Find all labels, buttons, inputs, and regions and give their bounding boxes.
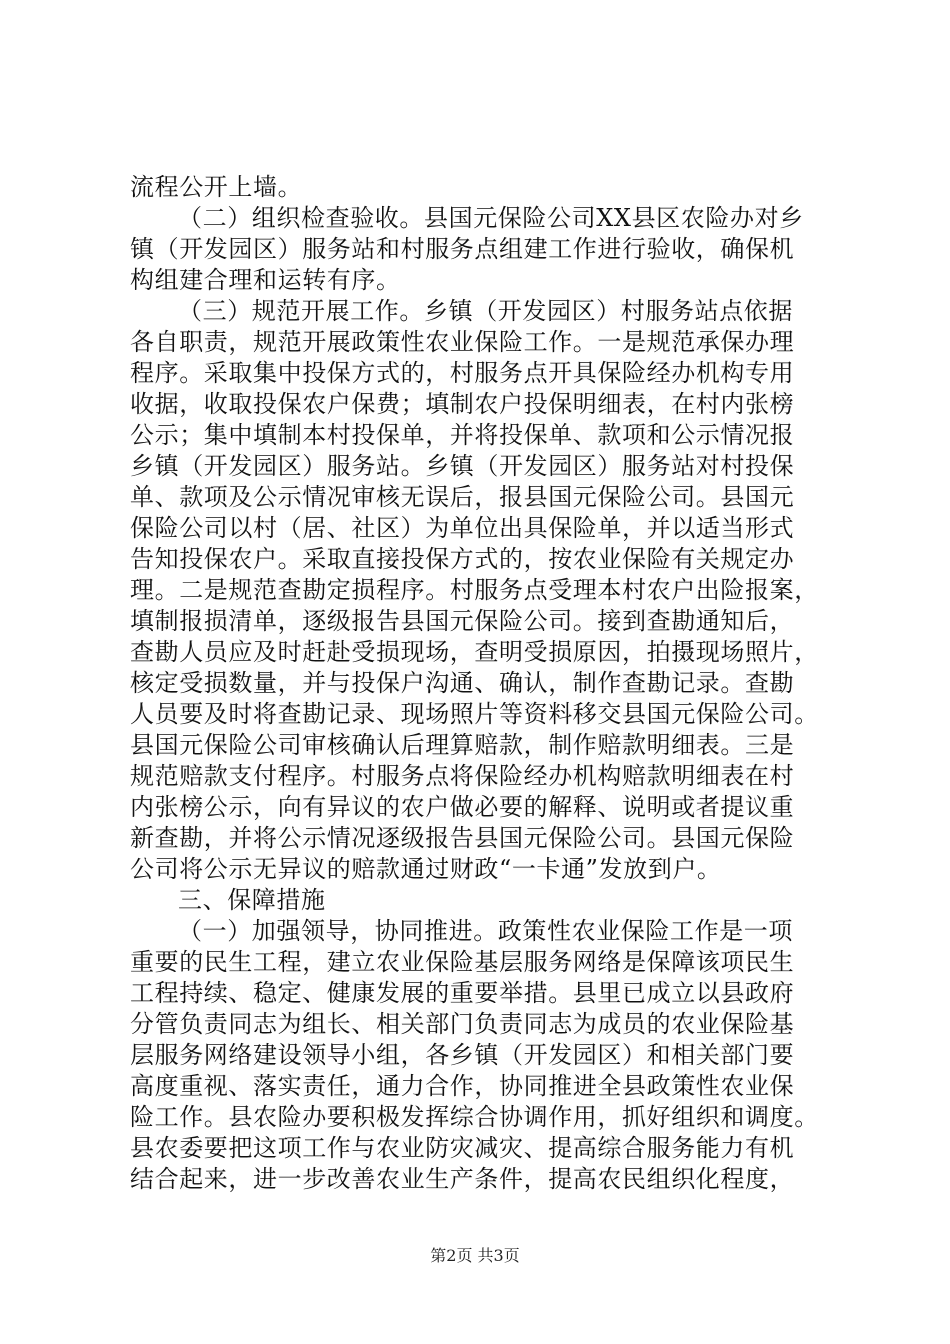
- paragraph-line: 收据，收取投保农户保费；填制农户投保明细表，在村内张榜: [130, 390, 795, 418]
- paragraph-line: 高度重视、落实责任，通力合作，协同推进全县政策性农业保: [130, 1072, 795, 1100]
- paragraph-line: 乡镇（开发园区）服务站。乡镇（开发园区）服务站对村投保: [130, 452, 795, 480]
- paragraph-line: 各自职责，规范开展政策性农业保险工作。一是规范承保办理: [130, 328, 795, 356]
- paragraph-line: 核定受损数量，并与投保户沟通、确认，制作查勘记录。查勘: [130, 669, 795, 697]
- paragraph-line: 保险公司以村（居、社区）为单位出具保险单，并以适当形式: [130, 514, 795, 542]
- paragraph-line: 人员要及时将查勘记录、现场照片等资料移交县国元保险公司。: [130, 700, 819, 728]
- paragraph-line: 险工作。县农险办要积极发挥综合协调作用，抓好组织和调度。: [130, 1103, 819, 1131]
- paragraph-line: 层服务网络建设领导小组，各乡镇（开发园区）和相关部门要: [130, 1041, 795, 1069]
- paragraph-line: 理。二是规范查勘定损程序。村服务点受理本村农户出险报案，: [130, 576, 819, 604]
- paragraph-line: 公示；集中填制本村投保单，并将投保单、款项和公示情况报: [130, 421, 795, 449]
- paragraph-line: 县国元保险公司审核确认后理算赔款，制作赔款明细表。三是: [130, 731, 795, 759]
- paragraph-line: （二）组织检查验收。县国元保险公司XX县区农险办对乡: [178, 204, 804, 232]
- paragraph-line: 重要的民生工程，建立农业保险基层服务网络是保障该项民生: [130, 948, 795, 976]
- paragraph-line: 新查勘，并将公示情况逐级报告县国元保险公司。县国元保险: [130, 824, 795, 852]
- paragraph-line: （一）加强领导，协同推进。政策性农业保险工作是一项: [178, 917, 793, 945]
- page-footer: 第2页 共3页: [430, 1246, 520, 1265]
- paragraph-line: 单、款项及公示情况审核无误后，报县国元保险公司。县国元: [130, 483, 795, 511]
- paragraph-line: 填制报损清单，逐级报告县国元保险公司。接到查勘通知后，: [130, 607, 795, 635]
- paragraph-line: 流程公开上墙。: [130, 173, 303, 201]
- paragraph-line: 公司将公示无异议的赔款通过财政“一卡通”发放到户。: [130, 855, 722, 883]
- section-heading: 三、保障措施: [178, 886, 326, 914]
- paragraph-line: 构组建合理和运转有序。: [130, 266, 401, 294]
- paragraph-line: 工程持续、稳定、健康发展的重要举措。县里已成立以县政府: [130, 979, 795, 1007]
- paragraph-line: 镇（开发园区）服务站和村服务点组建工作进行验收，确保机: [130, 235, 795, 263]
- paragraph-line: （三）规范开展工作。乡镇（开发园区）村服务站点依据: [178, 297, 793, 325]
- paragraph-line: 分管负责同志为组长、相关部门负责同志为成员的农业保险基: [130, 1010, 795, 1038]
- paragraph-line: 告知投保农户。采取直接投保方式的，按农业保险有关规定办: [130, 545, 795, 573]
- paragraph-line: 内张榜公示，向有异议的农户做必要的解释、说明或者提议重: [130, 793, 795, 821]
- paragraph-line: 规范赔款支付程序。村服务点将保险经办机构赔款明细表在村: [130, 762, 795, 790]
- paragraph-line: 程序。采取集中投保方式的，村服务点开具保险经办机构专用: [130, 359, 795, 387]
- paragraph-line: 查勘人员应及时赶赴受损现场，查明受损原因，拍摄现场照片，: [130, 638, 819, 666]
- paragraph-line: 结合起来，进一步改善农业生产条件，提高农民组织化程度，: [130, 1165, 795, 1193]
- paragraph-line: 县农委要把这项工作与农业防灾减灾、提高综合服务能力有机: [130, 1134, 795, 1162]
